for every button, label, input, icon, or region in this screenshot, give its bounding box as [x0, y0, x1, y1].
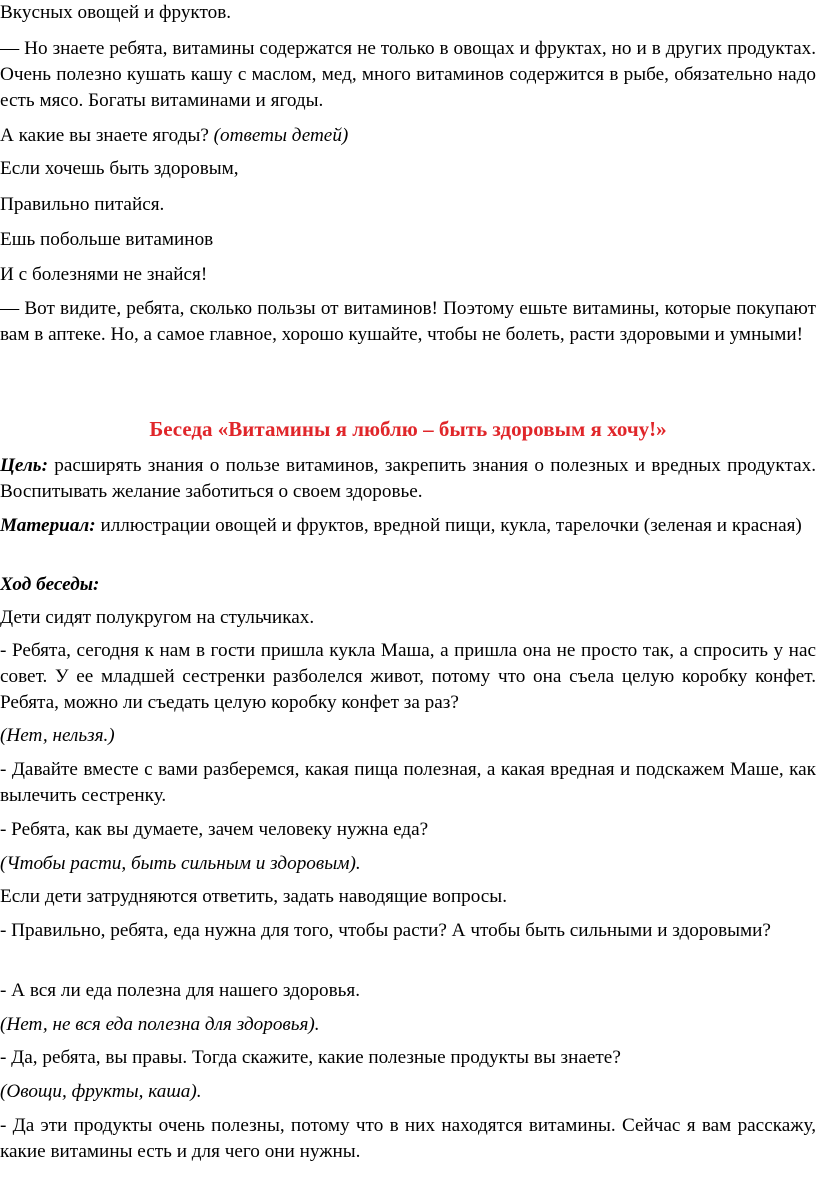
goal-label: Цель: [0, 455, 48, 476]
paragraph-food-for-growth: - Правильно, ребята, еда нужна для того, чтобы расти? А чтобы быть сильными и здоровыми? [0, 920, 771, 941]
section-title: Беседа «Витамины я люблю – быть здоровым я хочу!» [149, 417, 667, 441]
poem-line-3: Ешь побольше витаминов [0, 229, 214, 250]
question-why-food: - Ребята, как вы думаете, зачем человеку нужна еда? [0, 819, 429, 840]
question-healthy-products: - Да, ребята, вы правы. Тогда скажите, какие полезные продукты вы знаете? [0, 1047, 621, 1068]
course-heading: Ход беседы: [0, 574, 100, 595]
goal-text: расширять знания о пользе витаминов, закрепить знания о полезных и вредных продуктах. Воспитывать желание заботиться о своем здоровье. [0, 455, 816, 502]
children-answer-note: (ответы детей) [213, 125, 349, 146]
poem-line-2: Правильно питайся. [0, 194, 165, 215]
answer-no: (Нет, нельзя.) [0, 725, 115, 746]
question-text: А какие вы знаете ягоды? [0, 125, 209, 146]
answer-vegetables-fruits: (Овощи, фрукты, каша). [0, 1081, 202, 1102]
material-text: иллюстрации овощей и фруктов, вредной пищи, кукла, тарелочки (зеленая и красная) [95, 515, 802, 536]
paragraph-vitamins-benefit: — Вот видите, ребята, сколько пользы от витаминов! Поэтому ешьте витамины, которые покупают вам в аптеке. Но, а самое главное, хорошо кушайте, чтобы не болеть, расти здоровыми и умными! [0, 298, 816, 345]
paragraph-intro-line: Вкусных овощей и фруктов. [0, 2, 232, 23]
paragraph-products-vitamins: - Да эти продукты очень полезны, потому что в них находятся витамины. Сейчас я вам расскажу, какие витамины есть и для чего они нужны. [0, 1115, 816, 1162]
answer-not-all-food: (Нет, не вся еда полезна для здоровья). [0, 1014, 320, 1035]
paragraph-doll-masha: - Ребята, сегодня к нам в гости пришла кукла Маша, а пришла она не просто так, а спросить у нас совет. У ее младшей сестренки разболелся живот, потому что она съела целую коробку конфет. Ребята, можно ли съедать целую коробку конфет за раз? [0, 640, 816, 713]
paragraph-lets-figure: - Давайте вместе с вами разберемся, какая пища полезная, а какая вредная и подскажем Маше, как вылечить сестренку. [0, 759, 816, 806]
paragraph-seating: Дети сидят полукругом на стульчиках. [0, 607, 315, 628]
paragraph-goal [0, 453, 816, 505]
paragraph-material [0, 513, 816, 539]
poem-line-1: Если хочешь быть здоровым, [0, 158, 239, 179]
paragraph-vitamins-sources: — Но знаете ребята, витамины содержатся не только в овощах и фруктах, но и в других продуктах. Очень полезно кушать кашу с маслом, мед, много витаминов содержится в рыбе, обязательно надо есть мясо. Богаты витаминами и ягоды. [0, 38, 816, 111]
question-all-food-healthy: - А вся ли еда полезна для нашего здоровья. [0, 980, 361, 1001]
paragraph-leading-questions: Если дети затрудняются ответить, задать наводящие вопросы. [0, 886, 507, 907]
material-label: Материал: [0, 515, 96, 536]
poem-line-4: И с болезнями не знайся! [0, 264, 208, 285]
answer-grow-strong: (Чтобы расти, быть сильным и здоровым). [0, 853, 361, 874]
paragraph-berries-question [0, 123, 348, 149]
